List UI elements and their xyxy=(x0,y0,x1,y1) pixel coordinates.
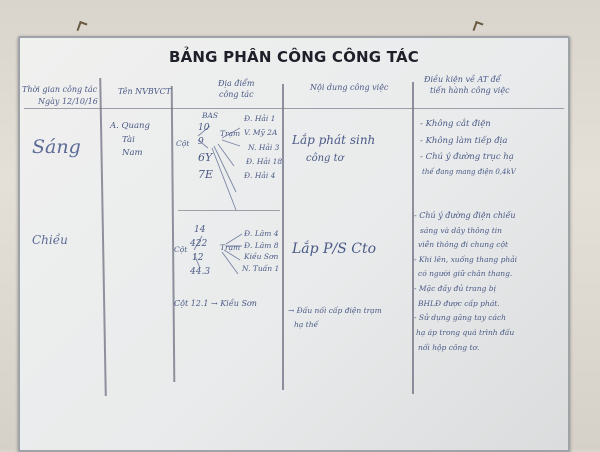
afternoon-content-extra: → Đấu nối cấp điện trạm hạ thế xyxy=(288,306,382,329)
afternoon-content: Lắp P/S Cto xyxy=(292,241,376,257)
afternoon-tram-label: Trạm xyxy=(220,243,241,252)
morning-pole-list: BAS 10 9 6Y 7E xyxy=(198,111,219,181)
morning-content: Lắp phát sinh công tơ xyxy=(292,133,376,165)
column-divider-3 xyxy=(282,84,284,390)
header-underline xyxy=(24,108,564,109)
afternoon-connector-lines xyxy=(188,228,258,288)
morning-connector-lines xyxy=(188,118,268,218)
morning-station-list: Đ. Hải 1 V. Mỹ 2A N. Hải 3 Đ. Hải 18 Đ. Hải 4 xyxy=(244,114,283,180)
afternoon-cot-label: Cột xyxy=(174,245,188,254)
morning-tram-label: Trạm xyxy=(220,129,241,138)
morning-cot-label: Cột xyxy=(176,139,190,148)
board-title: BẢNG PHÂN CÔNG CÔNG TÁC xyxy=(168,48,420,66)
wall-hook-right xyxy=(473,21,484,33)
morning-staff: A. Quang Tài Nam xyxy=(110,121,150,159)
column-divider-1 xyxy=(99,78,106,396)
header-conditions: Điều kiện về AT để tiến hành công việc xyxy=(424,75,510,95)
morning-label: Sáng xyxy=(32,136,81,158)
afternoon-pole-list: 14 422 12 44.3 xyxy=(190,225,211,277)
afternoon-conditions: - Chú ý đường điện chiếu sáng và dây thông tin viễn thông đi chung cột - Khi lên, xuống thang phải có người giữ chân thang. - Mặc đầy đủ trang bị BHLĐ được cấp phát. - Sử dụng găng tay cách hạ áp trong quá trình đấu nối hộp công tơ. xyxy=(414,211,518,352)
header-time: Thời gian công tác Ngày 12/10/16 xyxy=(22,85,98,106)
column-divider-2 xyxy=(171,86,175,382)
wall-hook-left xyxy=(77,21,88,33)
afternoon-station-list: Đ. Lâm 4 Đ. Lâm 8 Kiều Sơn N. Tuấn 1 xyxy=(242,229,280,273)
morning-conditions: - Không cắt điện - Không làm tiếp địa - Chú ý đường trục hạ thế đang mang điện 0,4kV xyxy=(420,119,516,176)
afternoon-location-bottom: Cột 12.1 → Kiều Sơn xyxy=(174,299,257,308)
afternoon-label: Chiều xyxy=(32,233,68,247)
whiteboard xyxy=(18,36,570,452)
header-content: Nội dung công việc xyxy=(310,83,389,92)
header-staff: Tên NVBVCT xyxy=(118,87,172,96)
header-location: Địa điểm công tác xyxy=(218,79,255,99)
